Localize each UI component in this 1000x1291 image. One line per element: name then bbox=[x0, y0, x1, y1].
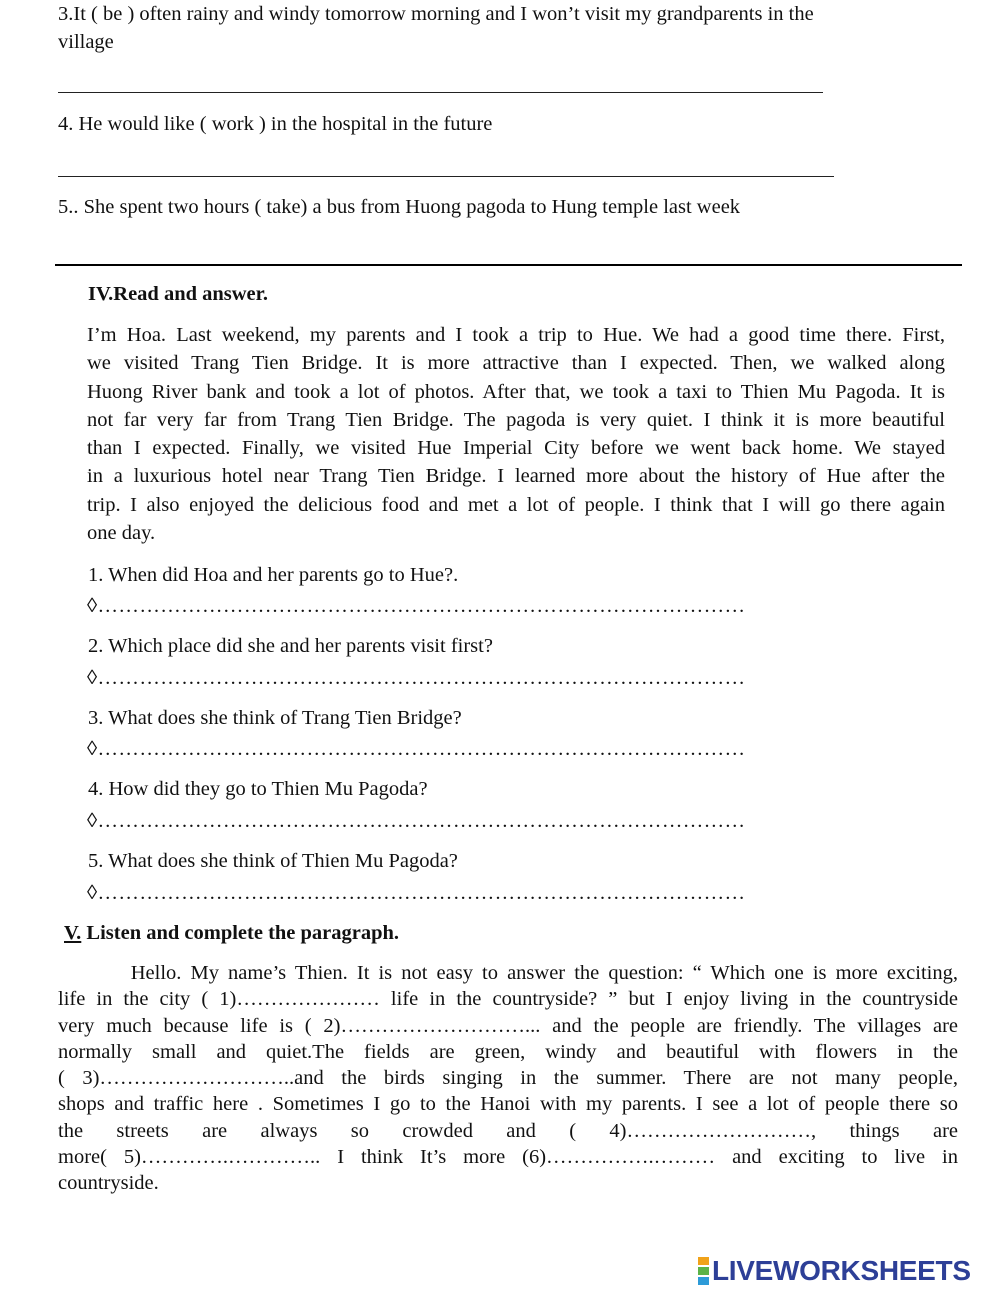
passage-line: in a luxurious hotel near Trang Tien Bridge. I learned more about the history of Hue after the bbox=[87, 465, 945, 488]
listening-paragraph bbox=[58, 960, 958, 1197]
paragraph-line[interactable]: very much because life is ( 2)………………………... and the people are friendly. The villages are bbox=[58, 1014, 958, 1037]
reading-answer-4[interactable]: ◊………………………………………………………………………………… bbox=[87, 810, 746, 832]
passage-line: I’m Hoa. Last weekend, my parents and I took a trip to Hue. We had a good time there. First, bbox=[87, 324, 945, 346]
answer-line-4[interactable] bbox=[58, 176, 834, 177]
passage-line: not far very far from Trang Tien Bridge. The pagoda is very quiet. I think it is more beautiful bbox=[87, 408, 945, 431]
reading-answer-5[interactable]: ◊………………………………………………………………………………… bbox=[87, 882, 746, 904]
section-4-heading: IV.Read and answer. bbox=[88, 283, 268, 305]
passage-line: we visited Trang Tien Bridge. It is more attractive than I expected. Then, we walked along bbox=[87, 352, 945, 375]
passage-line: trip. I also enjoyed the delicious food and met a lot of people. I think that I will go there again bbox=[87, 493, 945, 516]
reading-question-3: 3. What does she think of Trang Tien Bridge? bbox=[88, 707, 462, 729]
question-3-line-1: 3.It ( be ) often rainy and windy tomorrow morning and I won’t visit my grandparents in the bbox=[58, 3, 814, 25]
reading-answer-2[interactable]: ◊………………………………………………………………………………… bbox=[87, 667, 746, 689]
section-divider bbox=[55, 264, 962, 266]
reading-passage bbox=[87, 321, 945, 547]
question-3-line-2: village bbox=[58, 31, 114, 53]
paragraph-line: normally small and quiet.The fields are green, windy and beautiful with flowers in the bbox=[58, 1040, 958, 1063]
paragraph-line[interactable]: life in the city ( 1)………………… life in the countryside? ” but I enjoy living in the countryside bbox=[58, 988, 958, 1011]
section-5-heading bbox=[64, 919, 399, 947]
paragraph-line[interactable]: more( 5)………….………….. I think It’s more (6)…………….……… and exciting to live in bbox=[58, 1146, 958, 1169]
paragraph-line[interactable]: the streets are always so crowded and ( 4)………………………, things are bbox=[58, 1119, 958, 1142]
section-5-title: Listen and complete the paragraph. bbox=[81, 922, 400, 944]
passage-line: Huong River bank and took a lot of photos. After that, we took a taxi to Thien Mu Pagoda. It is bbox=[87, 380, 945, 403]
reading-question-2: 2. Which place did she and her parents visit first? bbox=[88, 635, 493, 657]
reading-question-1: 1. When did Hoa and her parents go to Hue?. bbox=[88, 564, 459, 586]
paragraph-line[interactable]: ( 3)………………………..and the birds singing in the summer. There are not many people, bbox=[58, 1067, 958, 1090]
question-5: 5.. She spent two hours ( take) a bus from Huong pagoda to Hung temple last week bbox=[58, 196, 741, 218]
paragraph-line: shops and traffic here . Sometimes I go to the Hanoi with my parents. I see a lot of people there so bbox=[58, 1093, 958, 1116]
brand-text: LIVEWORKSHEETS bbox=[712, 1255, 971, 1286]
question-4: 4. He would like ( work ) in the hospital in the future bbox=[58, 113, 493, 135]
answer-line-3[interactable] bbox=[58, 92, 823, 93]
reading-question-4: 4. How did they go to Thien Mu Pagoda? bbox=[88, 778, 428, 800]
reading-question-5: 5. What does she think of Thien Mu Pagoda? bbox=[88, 850, 458, 872]
paragraph-line: countryside. bbox=[58, 1172, 159, 1195]
section-5-number: V. bbox=[64, 922, 82, 944]
paragraph-line: Hello. My name’s Thien. It is not easy to answer the question: “ Which one is more exciting, bbox=[58, 962, 958, 984]
passage-line: one day. bbox=[87, 522, 156, 545]
liveworksheets-logo-icon bbox=[698, 1256, 709, 1286]
reading-answer-1[interactable]: ◊………………………………………………………………………………… bbox=[87, 595, 746, 617]
liveworksheets-logo bbox=[698, 1255, 971, 1287]
passage-line: than I expected. Finally, we visited Hue Imperial City before we went back home. We stayed bbox=[87, 437, 945, 460]
reading-answer-3[interactable]: ◊………………………………………………………………………………… bbox=[87, 738, 746, 760]
